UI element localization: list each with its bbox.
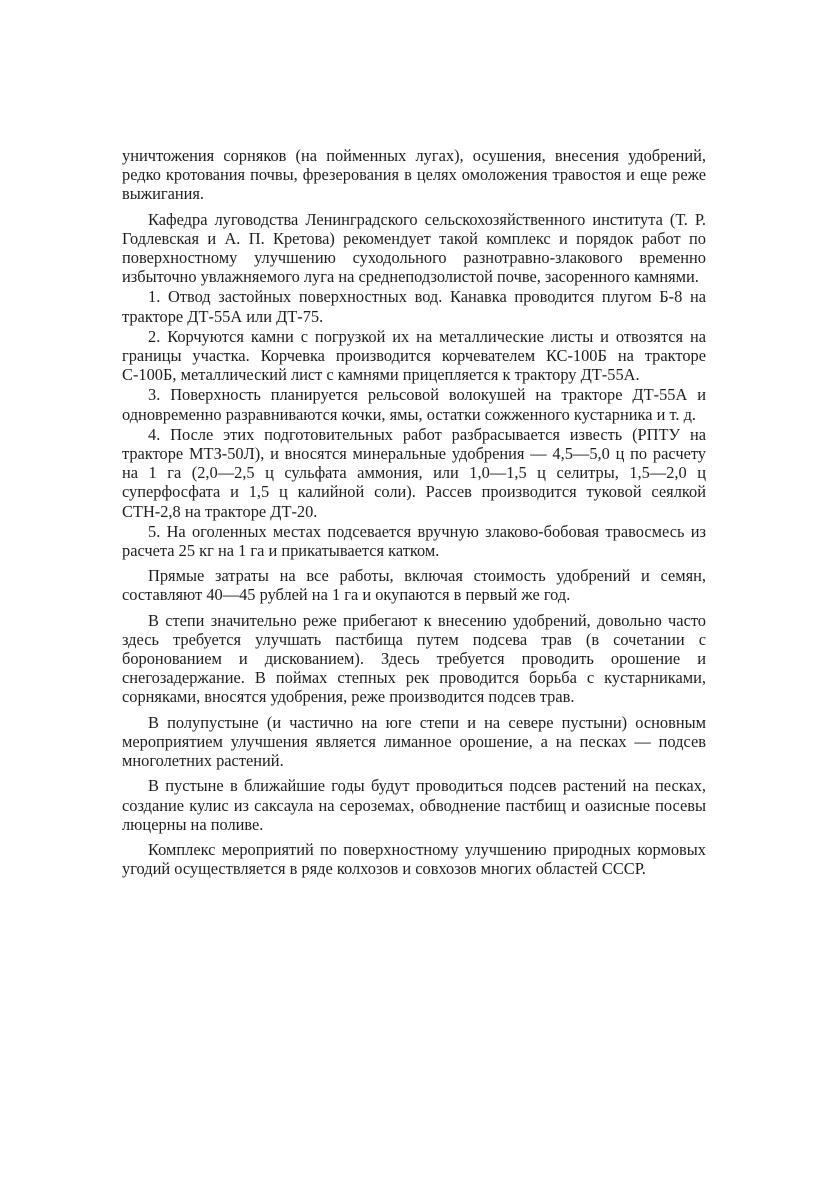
paragraph-step-1: 1. Отвод застойных поверхностных вод. Канавка проводится плугом Б-8 на тракторе ДТ-55А или ДТ-75. <box>122 287 706 326</box>
paragraph-steppe: В степи значительно реже прибегают к внесению удобрений, довольно часто здесь требуется улучшать пастбища путем подсева трав (в сочетании с боронованием и дискованием). Здесь требуется проводить орошение и снегозадержание. В поймах степных рек проводится борьба с кустарниками, сорняками, вносятся удобрения, реже производится подсев трав. <box>122 610 706 707</box>
paragraph-1: уничтожения сорняков (на пойменных лугах), осушения, внесения удобрений, редко кротования почвы, фрезерования в целях омоложения травостоя и еще реже выжигания. <box>122 146 706 204</box>
paragraph-semidesert: В полупустыне (и частично на юге степи и на севере пустыни) основным мероприятием улучшения является лиманное орошение, а на песках — подсев многолетних растений. <box>122 712 706 771</box>
paragraph-conclusion: Комплекс мероприятий по поверхностному улучшению природных кормовых угодий осуществляется в ряде колхозов и совхозов многих областей СССР. <box>122 839 706 879</box>
paragraph-step-4: 4. После этих подготовительных работ разбрасывается известь (РПТУ на тракторе МТЗ-50Л), и вносятся минеральные удобрения — 4,5—5,0 ц по расчету на 1 га (2,0—2,5 ц сульфата аммония, или 1,0—1,5 ц селитры, 1,5—2,0 ц суперфосфата и 1,5 ц калийной соли). Рассев производится туковой сеялкой СТН-2,8 на тракторе ДТ-20. <box>122 424 706 521</box>
paragraph-costs: Прямые затраты на все работы, включая стоимость удобрений и семян, составляют 40—45 рублей на 1 га и окупаются в первый же год. <box>122 566 706 605</box>
paragraph-step-5: 5. На оголенных местах подсевается вручную злаково-бобовая травосмесь из расчета 25 кг на 1 га и прикатывается катком. <box>122 521 706 561</box>
paragraph-2: Кафедра луговодства Ленинградского сельскохозяйственного института (Т. Р. Годлевская и А. П. Кретова) рекомендует такой комплекс и порядок работ по поверхностному улучшению суходольного разнотравно-злакового временно избыточно увлажняемого луга на среднеподзолистой почве, засоренного камнями. <box>122 209 706 287</box>
paragraph-step-2: 2. Корчуются камни с погрузкой их на металлические листы и отвозятся на границы участка. Корчевка производится корчевателем КС-100Б на тракторе С-100Б, металлический лист с камнями прицепляется к трактору ДТ-55А. <box>122 326 706 385</box>
paragraph-desert: В пустыне в ближайшие годы будут проводиться подсев растений на песках, создание кулис из саксаула на сероземах, обводнение пастбищ и оазисные посевы люцерны на поливе. <box>122 776 706 834</box>
page-text <box>122 146 706 879</box>
paragraph-step-3: 3. Поверхность планируется рельсовой волокушей на тракторе ДТ-55А и одновременно разравниваются кочки, ямы, остатки сожженного кустарника и т. д. <box>122 385 706 424</box>
